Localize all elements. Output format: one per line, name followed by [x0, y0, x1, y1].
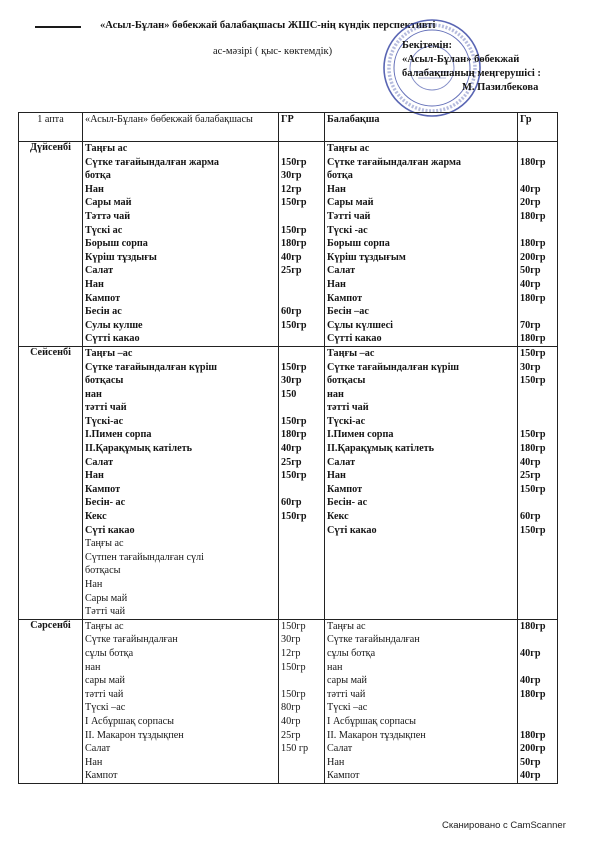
menu-line — [281, 756, 322, 770]
menu-line — [281, 537, 322, 551]
menu-line: 150гр — [520, 347, 546, 359]
menu-line: 25гр — [520, 470, 541, 482]
menu-line — [281, 292, 322, 306]
grams-2 — [518, 346, 558, 619]
grams-2 — [518, 142, 558, 347]
grams-1 — [279, 619, 325, 783]
menu-line: Сүті какао — [85, 524, 135, 536]
menu-line: 150гр — [281, 156, 307, 168]
menu-line: Таңғы ас — [85, 143, 128, 154]
menu-items-2 — [325, 142, 518, 347]
menu-line: Кампот — [85, 292, 121, 304]
menu-line: Сүтпен тағайындалған сүлі — [85, 551, 204, 563]
menu-line: 30гр — [281, 375, 302, 387]
menu-line: Кекс — [327, 511, 349, 523]
menu-items-2 — [325, 619, 518, 783]
menu-line: Салат — [327, 265, 356, 277]
menu-line: 40гр — [281, 443, 302, 455]
menu-line: Нан — [327, 756, 345, 768]
menu-line: Таңғы ас — [327, 143, 370, 154]
menu-line: 150гр — [520, 429, 546, 441]
menu-line — [281, 769, 322, 783]
menu-line — [281, 605, 322, 619]
menu-line — [281, 210, 322, 224]
menu-line: 40гр — [281, 251, 302, 263]
menu-line: 180гр — [281, 238, 307, 250]
menu-line — [281, 142, 322, 156]
menu-line: 25гр — [281, 729, 301, 741]
menu-line: тәтті чай — [85, 402, 127, 414]
approval-block — [402, 39, 541, 95]
menu-line: Сұлы күлшесі — [327, 319, 393, 331]
menu-line — [281, 578, 322, 592]
menu-line — [520, 142, 555, 156]
menu-line: Бесін –ас — [327, 306, 369, 318]
menu-line: І Асбұршақ сорпасы — [327, 715, 416, 727]
menu-items-2 — [325, 346, 518, 619]
menu-line: 150гр — [281, 224, 307, 236]
menu-line: Сүтті какао — [85, 333, 140, 345]
menu-line: Сүтке тағайындалған — [327, 634, 420, 646]
menu-line: Борыш сорпа — [85, 238, 148, 250]
day-name: Сәрсенбі — [19, 619, 83, 783]
menu-line: ІІ. Макарон тұздықпен — [85, 729, 184, 741]
menu-line: ботқасы — [85, 565, 121, 577]
menu-line: Нан — [327, 470, 346, 482]
menu-line: Түскі -ас — [327, 224, 368, 236]
menu-line: 40гр — [520, 278, 541, 290]
menu-line: 150 гр — [281, 743, 309, 755]
menu-line: Таңғы ас — [85, 538, 124, 550]
menu-line: 150гр — [281, 197, 307, 209]
menu-line: Салат — [85, 456, 114, 468]
menu-line — [520, 496, 555, 510]
menu-line: Сүтке тағайындалған күріш — [85, 361, 218, 373]
menu-line: Сары май — [85, 197, 132, 209]
menu-line: ІІ.Қарақұмық катілеть — [327, 443, 434, 455]
menu-line — [281, 551, 322, 565]
menu-line: Сүтке тағайындалған жарма — [85, 156, 219, 168]
menu-line: 150гр — [281, 688, 306, 700]
menu-line: І Асбұршақ сорпасы — [85, 715, 174, 727]
menu-line: Кампот — [85, 770, 118, 782]
menu-line: Таңғы ас — [327, 620, 366, 632]
menu-line: 180гр — [520, 443, 546, 455]
menu-line: Сүті какао — [327, 524, 377, 536]
menu-line: 150гр — [281, 415, 307, 427]
menu-line: 150гр — [281, 319, 307, 331]
menu-line: Таңғы –ас — [85, 347, 133, 359]
menu-line: Салат — [85, 265, 114, 277]
menu-line — [520, 169, 555, 183]
menu-line: Нан — [85, 579, 103, 590]
menu-line: 60гр — [281, 306, 302, 318]
menu-line: 180гр — [281, 429, 307, 441]
menu-line — [281, 347, 322, 361]
menu-line — [520, 715, 555, 729]
menu-line — [520, 415, 555, 429]
menu-line: Нан — [85, 470, 104, 482]
menu-line: Бесін- ас — [327, 497, 368, 509]
menu-line: сары май — [327, 675, 368, 687]
day-name: Сейсенбі — [19, 346, 83, 619]
menu-line: сұлы ботқа — [85, 647, 134, 659]
menu-line: 150гр — [520, 483, 546, 495]
menu-line — [520, 661, 555, 675]
menu-line: 40гр — [520, 770, 541, 782]
menu-line: ботқа — [327, 170, 353, 182]
menu-line: 70гр — [520, 319, 541, 331]
menu-line: Сүтті какао — [327, 333, 382, 345]
menu-line: Тәттә чай — [85, 210, 131, 222]
menu-line — [520, 701, 555, 715]
menu-line: 40гр — [520, 456, 541, 468]
menu-line: 150гр — [520, 524, 546, 536]
menu-line: Борыш сорпа — [327, 238, 390, 250]
menu-line: ботқасы — [85, 375, 124, 387]
menu-line: Салат — [85, 743, 111, 755]
menu-line — [520, 633, 555, 647]
menu-line: Түскі –ас — [85, 702, 126, 714]
menu-line: тәтті чай — [327, 402, 369, 414]
header-gr-2: Гр — [518, 113, 558, 142]
menu-line: 180гр — [520, 156, 546, 168]
header-week: 1 апта — [19, 113, 83, 142]
menu-line: 180гр — [520, 333, 546, 345]
menu-line: 180гр — [520, 292, 546, 304]
grams-1 — [279, 142, 325, 347]
scanner-watermark: Сканировано с CamScanner — [442, 820, 566, 831]
menu-line: Таңғы ас — [85, 620, 124, 632]
menu-line: 12гр — [281, 183, 302, 195]
menu-line: 20гр — [520, 197, 541, 209]
menu-line: Нан — [85, 278, 104, 290]
menu-line: ІІ. Макарон тұздықпен — [327, 729, 426, 741]
grams-2 — [518, 619, 558, 783]
menu-line: Бесін ас — [85, 306, 122, 318]
menu-line: 25гр — [281, 456, 302, 468]
menu-line: 180гр — [520, 238, 546, 250]
menu-line: 150гр — [281, 661, 306, 673]
menu-line — [281, 564, 322, 578]
menu-line: Сары май — [85, 592, 128, 604]
table-header-row — [19, 113, 558, 142]
approve-line-3: балабақшаның меңгерушісі : — [402, 68, 541, 79]
menu-line: нан — [85, 388, 102, 400]
header-nursery: Балабақша — [325, 113, 518, 142]
approve-line-2: «Асыл-Бұлан» бөбекжай — [402, 54, 520, 65]
menu-line: 180гр — [520, 729, 546, 741]
menu-line: 40гр — [520, 183, 541, 195]
menu-items-1 — [83, 142, 279, 347]
menu-line: Түскі-ас — [85, 415, 124, 427]
header-gr-1: ГР — [279, 113, 325, 142]
menu-line: Нан — [327, 278, 346, 290]
menu-line: Нан — [85, 183, 104, 195]
menu-line: 150гр — [281, 361, 307, 373]
menu-line: І.Пимен сорпа — [85, 429, 152, 441]
menu-line — [281, 524, 322, 538]
menu-line: Кампот — [327, 483, 363, 495]
menu-line: 40гр — [281, 715, 301, 727]
menu-line: ботқасы — [327, 375, 366, 387]
menu-line: Нан — [85, 756, 103, 768]
menu-line: І.Пимен сорпа — [327, 429, 394, 441]
header-dash — [35, 26, 81, 28]
menu-line — [281, 592, 322, 606]
menu-line: 30гр — [281, 634, 301, 646]
menu-items-1 — [83, 346, 279, 619]
menu-line: Бесін- ас — [85, 497, 126, 509]
table-row-tuesday — [19, 346, 558, 619]
document-title: «Асыл-Бұлан» бөбекжай балабақшасы ЖШС-нің күндік перспективті — [100, 20, 436, 31]
menu-line: Кампот — [327, 770, 360, 782]
menu-line: тәтті чай — [327, 688, 366, 700]
menu-line: Сүтке тағайындалған күріш — [327, 361, 460, 373]
menu-line: 150гр — [281, 470, 307, 482]
menu-table — [18, 112, 558, 784]
menu-line — [520, 401, 555, 415]
menu-line: Түскі ас — [85, 224, 123, 236]
menu-line: 60гр — [281, 497, 302, 509]
menu-line: Түскі-ас — [327, 415, 366, 427]
menu-line — [281, 674, 322, 688]
menu-line: Салат — [327, 743, 353, 755]
menu-line — [281, 483, 322, 497]
menu-line: Сүтке тағайындалған жарма — [327, 156, 461, 168]
menu-line: 150 — [281, 388, 297, 400]
menu-line: ІІ.Қарақұмық катілеть — [85, 443, 192, 455]
menu-line: 60гр — [520, 511, 541, 523]
menu-line: Тәтті чай — [327, 210, 371, 222]
menu-line: Сүтке тағайындалған — [85, 634, 178, 646]
menu-line: Нан — [327, 183, 346, 195]
menu-items-1 — [83, 619, 279, 783]
menu-line: 40гр — [520, 675, 541, 687]
menu-line: сұлы ботқа — [327, 647, 376, 659]
menu-line — [520, 305, 555, 319]
menu-line: 30гр — [520, 361, 541, 373]
menu-line: 150гр — [281, 511, 307, 523]
header-kindergarten: «Асыл-Бұлан» бөбекжай балабақшасы — [83, 113, 279, 142]
menu-line: Тәтті чай — [85, 606, 126, 618]
menu-line: 150гр — [281, 620, 306, 632]
menu-line: ботқа — [85, 170, 111, 182]
menu-line: нан — [327, 388, 344, 400]
menu-line: Кампот — [85, 483, 121, 495]
menu-line: 25гр — [281, 265, 302, 277]
menu-line: нан — [85, 661, 101, 673]
approve-line-1: Бекітемін: — [402, 40, 453, 51]
menu-line: 50гр — [520, 265, 541, 277]
day-name: Дүйсенбі — [19, 142, 83, 347]
menu-line: 12гр — [281, 647, 301, 659]
menu-line — [520, 388, 555, 402]
menu-line — [281, 332, 322, 346]
table-row-wednesday — [19, 619, 558, 783]
menu-line: Таңғы –ас — [327, 347, 375, 359]
table-row-monday — [19, 142, 558, 347]
menu-line — [281, 401, 322, 415]
menu-line — [281, 278, 322, 292]
menu-line: Күріш тұздығым — [327, 251, 406, 263]
menu-line: 40гр — [520, 647, 541, 659]
menu-line: нан — [327, 661, 343, 673]
menu-line: 30гр — [281, 170, 302, 182]
menu-line: 80гр — [281, 702, 301, 714]
grams-1 — [279, 346, 325, 619]
approve-line-4: М. Пазилбекова — [462, 82, 539, 93]
menu-line: 200гр — [520, 743, 546, 755]
menu-line: Сулы кулше — [85, 319, 143, 331]
menu-line: Күріш тұздығы — [85, 251, 157, 263]
menu-line: Кампот — [327, 292, 363, 304]
menu-line — [520, 224, 555, 238]
menu-line: Сары май — [327, 197, 374, 209]
menu-line: сары май — [85, 675, 126, 687]
menu-line: 180гр — [520, 210, 546, 222]
menu-line: 180гр — [520, 688, 546, 700]
menu-line: 180гр — [520, 620, 546, 632]
menu-line: Түскі –ас — [327, 702, 368, 714]
menu-line: 150гр — [520, 375, 546, 387]
document-subtitle: ас-мәзірі ( қыс- көктемдік) — [213, 46, 333, 57]
menu-line: Салат — [327, 456, 356, 468]
menu-line: Кекс — [85, 511, 107, 523]
menu-line: 200гр — [520, 251, 546, 263]
menu-line: 50гр — [520, 756, 541, 768]
menu-line: тәтті чай — [85, 688, 124, 700]
